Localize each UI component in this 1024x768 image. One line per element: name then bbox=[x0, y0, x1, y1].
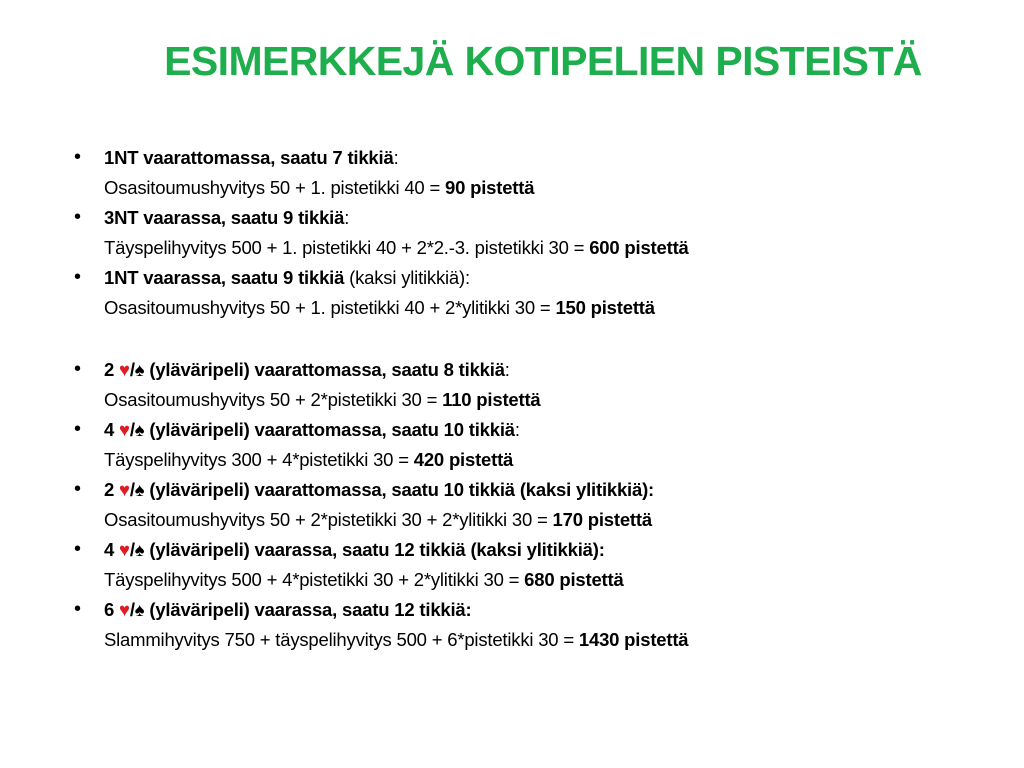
list-item bbox=[74, 475, 1004, 535]
contract-level: 4 bbox=[104, 419, 120, 440]
item-heading bbox=[104, 595, 1004, 625]
bullet: • bbox=[74, 478, 82, 500]
calculation-text: Osasitoumushyvitys 50 + 1. pistetikki 40 + 2*ylitikki 30 = bbox=[104, 297, 556, 318]
spade-suit-icon: ♠ bbox=[134, 359, 145, 380]
bullet: • bbox=[74, 266, 82, 288]
heading-tail: : bbox=[514, 419, 520, 440]
bullet: • bbox=[74, 538, 82, 560]
calculation-text: Osasitoumushyvitys 50 + 1. pistetikki 40 = bbox=[104, 177, 446, 198]
calculation-text: Täyspelihyvitys 300 + 4*pistetikki 30 = bbox=[104, 449, 414, 470]
item-heading bbox=[104, 143, 1004, 173]
item-heading bbox=[104, 535, 1004, 565]
contract-level: 4 bbox=[104, 539, 120, 560]
spade-suit-icon: ♠ bbox=[134, 419, 145, 440]
heart-suit-icon: ♥ bbox=[119, 359, 130, 380]
score-result: 680 pistettä bbox=[524, 569, 624, 590]
heading-tail: : bbox=[344, 207, 350, 228]
item-heading bbox=[104, 415, 1004, 445]
calculation-text: Osasitoumushyvitys 50 + 2*pistetikki 30 = bbox=[104, 389, 443, 410]
calculation-text: Slammihyvitys 750 + täyspelihyvitys 500 + 6*pistetikki 30 = bbox=[104, 629, 579, 650]
score-result: 90 pistettä bbox=[445, 177, 535, 198]
contract-text: 3NT vaarassa, saatu 9 tikkiä bbox=[104, 207, 345, 228]
list-item bbox=[74, 415, 1004, 475]
contract-text: 1NT vaarassa, saatu 9 tikkiä bbox=[104, 267, 345, 288]
contract-level: 2 bbox=[104, 479, 120, 500]
contract-text: (yläväripeli) vaarassa, saatu 12 tikkiä (kaksi ylitikkiä): bbox=[144, 539, 605, 560]
calculation-text: Täyspelihyvitys 500 + 1. pistetikki 40 + 2*2.-3. pistetikki 30 = bbox=[104, 237, 590, 258]
list-item bbox=[74, 595, 1004, 655]
suit-separator: / bbox=[129, 419, 135, 440]
bullet: • bbox=[74, 146, 82, 168]
page-title: ESIMERKKEJÄ KOTIPELIEN PISTEISTÄ bbox=[164, 38, 922, 84]
contract-text: (yläväripeli) vaarattomassa, saatu 8 tikkiä bbox=[144, 359, 505, 380]
contract-level: 2 bbox=[104, 359, 120, 380]
list-item bbox=[74, 263, 1004, 323]
suit-separator: / bbox=[129, 539, 135, 560]
heart-suit-icon: ♥ bbox=[119, 479, 130, 500]
score-result: 600 pistettä bbox=[589, 237, 689, 258]
heart-suit-icon: ♥ bbox=[119, 419, 130, 440]
spade-suit-icon: ♠ bbox=[134, 599, 145, 620]
item-heading bbox=[104, 355, 1004, 385]
contract-text: 1NT vaarattomassa, saatu 7 tikkiä bbox=[104, 147, 394, 168]
calculation-text: Osasitoumushyvitys 50 + 2*pistetikki 30 + 2*ylitikki 30 = bbox=[104, 509, 553, 530]
score-result: 170 pistettä bbox=[552, 509, 652, 530]
calculation-text: Täyspelihyvitys 500 + 4*pistetikki 30 + 2*ylitikki 30 = bbox=[104, 569, 525, 590]
item-calculation bbox=[104, 293, 1004, 323]
contract-level: 6 bbox=[104, 599, 120, 620]
item-heading bbox=[104, 263, 1004, 293]
bullet: • bbox=[74, 598, 82, 620]
heart-suit-icon: ♥ bbox=[119, 599, 130, 620]
item-heading bbox=[104, 475, 1004, 505]
list-spacer bbox=[74, 323, 1004, 355]
bullet: • bbox=[74, 206, 82, 228]
scoring-examples-list bbox=[74, 143, 1004, 655]
contract-text: (yläväripeli) vaarattomassa, saatu 10 tikkiä bbox=[144, 419, 515, 440]
list-item bbox=[74, 535, 1004, 595]
item-calculation bbox=[104, 173, 1004, 203]
heart-suit-icon: ♥ bbox=[119, 539, 130, 560]
suit-separator: / bbox=[129, 359, 135, 380]
item-calculation bbox=[104, 565, 1004, 595]
score-result: 1430 pistettä bbox=[578, 629, 689, 650]
heading-tail: : bbox=[504, 359, 510, 380]
list-item bbox=[74, 143, 1004, 203]
score-result: 150 pistettä bbox=[555, 297, 655, 318]
item-calculation bbox=[104, 233, 1004, 263]
suit-separator: / bbox=[129, 599, 135, 620]
item-calculation bbox=[104, 505, 1004, 535]
list-item bbox=[74, 203, 1004, 263]
heading-tail: (kaksi ylitikkiä): bbox=[344, 267, 470, 288]
score-result: 110 pistettä bbox=[442, 389, 541, 410]
item-calculation bbox=[104, 445, 1004, 475]
heading-tail: : bbox=[393, 147, 399, 168]
spade-suit-icon: ♠ bbox=[134, 479, 145, 500]
bullet: • bbox=[74, 358, 82, 380]
score-result: 420 pistettä bbox=[413, 449, 514, 470]
list-item bbox=[74, 355, 1004, 415]
spade-suit-icon: ♠ bbox=[134, 539, 145, 560]
item-calculation bbox=[104, 625, 1004, 655]
contract-text: (yläväripeli) vaarassa, saatu 12 tikkiä: bbox=[144, 599, 472, 620]
item-heading bbox=[104, 203, 1004, 233]
contract-text: (yläväripeli) vaarattomassa, saatu 10 tikkiä (kaksi ylitikkiä): bbox=[144, 479, 655, 500]
bullet: • bbox=[74, 418, 82, 440]
suit-separator: / bbox=[129, 479, 135, 500]
item-calculation bbox=[104, 385, 1004, 415]
